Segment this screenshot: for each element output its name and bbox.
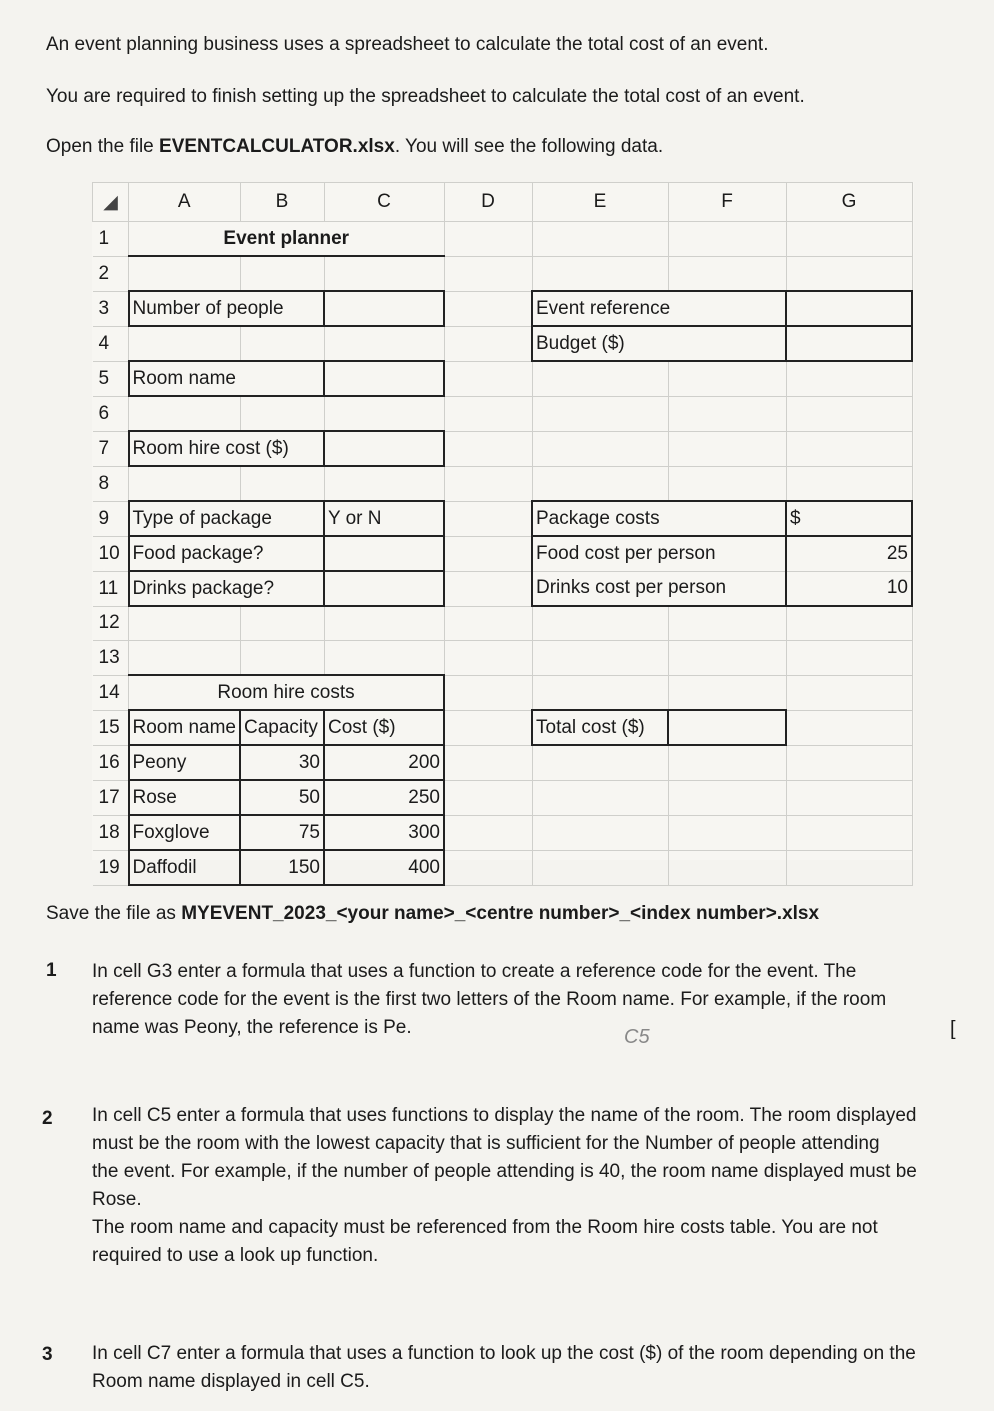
- room-row: [93, 815, 913, 850]
- row-header[interactable]: 8: [93, 466, 129, 501]
- room-cost-cell[interactable]: 250: [324, 780, 444, 815]
- cell-c7[interactable]: [324, 431, 444, 466]
- spreadsheet: [92, 182, 914, 878]
- value-drinks-cost[interactable]: 10: [786, 571, 912, 606]
- label-budget[interactable]: Budget ($): [532, 326, 786, 361]
- row-header[interactable]: 11: [93, 571, 129, 606]
- column-header-f[interactable]: F: [668, 183, 786, 222]
- room-capacity-cell[interactable]: 50: [240, 780, 324, 815]
- spreadsheet-grid: [92, 182, 913, 886]
- label-food-cost[interactable]: Food cost per person: [532, 536, 786, 571]
- question-number: 3: [42, 1344, 53, 1365]
- cell-c10[interactable]: [324, 536, 444, 571]
- cell-g4[interactable]: [786, 326, 912, 361]
- room-table-header[interactable]: Capacity: [240, 710, 324, 745]
- label-room-hire-cost[interactable]: Room hire cost ($): [129, 431, 325, 466]
- column-header-g[interactable]: G: [786, 183, 912, 222]
- question-1-text: In cell G3 enter a formula that uses a function to create a reference code for the event. The reference code for the event is the first two letters of the Room name. For example, if the room name was Peony, the reference is Pe.: [92, 961, 887, 1038]
- room-name-cell[interactable]: Rose: [129, 780, 241, 815]
- label-total-cost[interactable]: Total cost ($): [532, 710, 668, 745]
- row-header[interactable]: 13: [93, 641, 129, 676]
- column-header-e[interactable]: E: [532, 183, 668, 222]
- room-row: [93, 850, 913, 885]
- row-header[interactable]: 9: [93, 501, 129, 536]
- label-food-package[interactable]: Food package?: [129, 536, 325, 571]
- room-name-cell[interactable]: Peony: [129, 745, 241, 780]
- question-number: 2: [42, 1108, 53, 1129]
- cell-g3[interactable]: [786, 291, 912, 326]
- row-header[interactable]: 5: [93, 361, 129, 396]
- column-header-d[interactable]: D: [444, 183, 532, 222]
- row-header[interactable]: 12: [93, 606, 129, 641]
- row-header[interactable]: 2: [93, 256, 129, 291]
- label-type-of-package[interactable]: Type of package: [129, 501, 325, 536]
- row-header[interactable]: 4: [93, 326, 129, 361]
- intro-line-3: Open the file EVENTCALCULATOR.xlsx. You will see the following data.: [46, 136, 664, 157]
- label-event-reference[interactable]: Event reference: [532, 291, 786, 326]
- label-drinks-package[interactable]: Drinks package?: [129, 571, 325, 606]
- row-header[interactable]: 17: [93, 780, 129, 815]
- room-name-cell[interactable]: Foxglove: [129, 815, 241, 850]
- cell-c11[interactable]: [324, 571, 444, 606]
- row-header[interactable]: 16: [93, 745, 129, 780]
- question-number: 1: [46, 960, 57, 981]
- row-header[interactable]: 1: [93, 222, 129, 257]
- title-cell[interactable]: Event planner: [129, 222, 445, 257]
- row-header[interactable]: 6: [93, 396, 129, 431]
- handwritten-annotation: C5: [624, 1026, 650, 1048]
- row-header[interactable]: 10: [93, 536, 129, 571]
- mark-bracket: [: [950, 1018, 956, 1040]
- row-header[interactable]: 18: [93, 815, 129, 850]
- label-number-of-people[interactable]: Number of people: [129, 291, 325, 326]
- cell-f15[interactable]: [668, 710, 786, 745]
- value-food-cost[interactable]: 25: [786, 536, 912, 571]
- room-name-cell[interactable]: Daffodil: [129, 850, 241, 885]
- label-y-or-n[interactable]: Y or N: [324, 501, 444, 536]
- select-all-corner[interactable]: ◢: [93, 183, 129, 222]
- cell-c5[interactable]: [324, 361, 444, 396]
- row-header[interactable]: 14: [93, 675, 129, 710]
- save-filename: MYEVENT_2023_<your name>_<centre number>_<index number>.xlsx: [181, 903, 820, 924]
- question-3-text: In cell C7 enter a formula that uses a function to look up the cost ($) of the room depending on the Room name displayed in cell C5.: [92, 1343, 916, 1392]
- room-capacity-cell[interactable]: 30: [240, 745, 324, 780]
- column-header-c[interactable]: C: [324, 183, 444, 222]
- intro-line-1: An event planning business uses a spreadsheet to calculate the total cost of an event.: [46, 34, 769, 55]
- room-table-header[interactable]: Room name: [129, 710, 241, 745]
- room-row: [93, 745, 913, 780]
- row-header[interactable]: 15: [93, 710, 129, 745]
- row-header[interactable]: 19: [93, 850, 129, 885]
- column-header-row: [93, 183, 913, 222]
- label-dollar[interactable]: $: [786, 501, 912, 536]
- room-cost-cell[interactable]: 400: [324, 850, 444, 885]
- column-header-b[interactable]: B: [240, 183, 324, 222]
- row-header[interactable]: 3: [93, 291, 129, 326]
- room-capacity-cell[interactable]: 75: [240, 815, 324, 850]
- row-header[interactable]: 7: [93, 431, 129, 466]
- label-room-name[interactable]: Room name: [129, 361, 325, 396]
- column-header-a[interactable]: A: [129, 183, 241, 222]
- room-capacity-cell[interactable]: 150: [240, 850, 324, 885]
- room-cost-cell[interactable]: 300: [324, 815, 444, 850]
- file-name: EVENTCALCULATOR.xlsx: [159, 136, 395, 157]
- cell-c3[interactable]: [324, 291, 444, 326]
- intro-line-2: You are required to finish setting up the spreadsheet to calculate the total cost of an event.: [46, 86, 805, 107]
- room-cost-cell[interactable]: 200: [324, 745, 444, 780]
- room-table-header[interactable]: Cost ($): [324, 710, 444, 745]
- question-2-text: In cell C5 enter a formula that uses functions to display the name of the room. The room displayed must be the room with the lowest capacity that is sufficient for the Number of people attending the event. For example, if the number of people attending is 40, the room name displayed must be Rose. The room name and capacity must be referenced from the Room hire costs table. You are not required to use a look up function.: [92, 1105, 917, 1266]
- label-package-costs[interactable]: Package costs: [532, 501, 786, 536]
- room-table-title[interactable]: Room hire costs: [129, 675, 445, 710]
- save-instruction: Save the file as MYEVENT_2023_<your name>_<centre number>_<index number>.xlsx: [46, 903, 820, 924]
- label-drinks-cost[interactable]: Drinks cost per person: [532, 571, 786, 606]
- room-row: [93, 780, 913, 815]
